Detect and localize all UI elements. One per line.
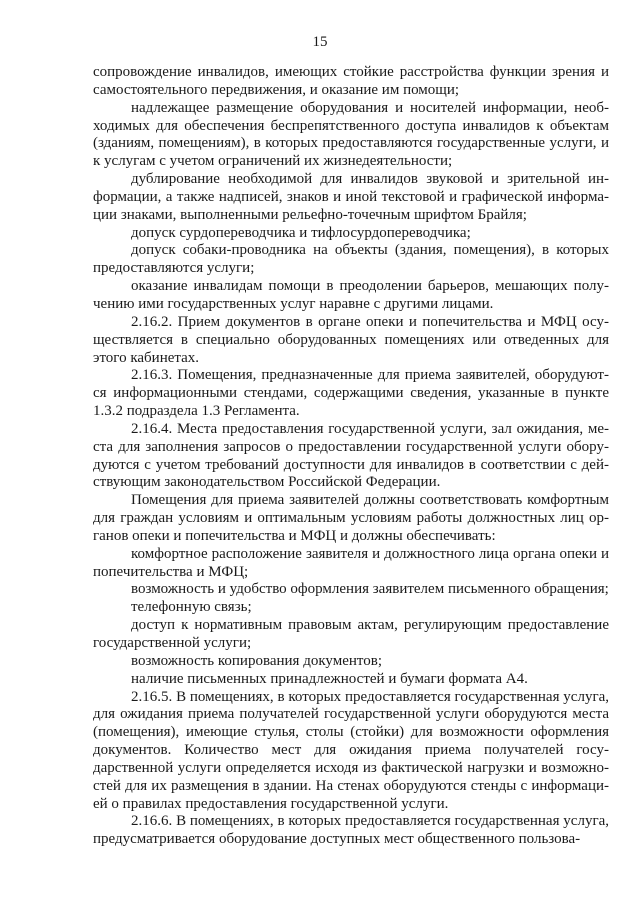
paragraph-12: возможность и удобство оформления заявителем письменного обращения; [131, 581, 609, 598]
page-number: 15 [312, 34, 328, 50]
paragraph-16: наличие письменных принадлежностей и бумаги формата А4. [131, 670, 528, 687]
paragraph-9: 2.16.4. Места предоставления государственной услуги, зал ожидания, места для заполнения запросов о предоставлении государственной услуги оборудуются с учетом требований доступности для инвалидов в соответствии с действующим законодательством Российской Федерации. [93, 420, 609, 491]
paragraph-8: 2.16.3. Помещения, предназначенные для приема заявителей, оборудуются информационными стендами, содержащими сведения, указанные в пункте 1.3.2 подраздела 1.3 Регламента. [93, 367, 609, 420]
paragraph-4: допуск сурдопереводчика и тифлосурдопереводчика; [131, 224, 471, 241]
paragraph-5: допуск собаки-проводника на объекты (здания, помещения), в которых предоставляются услуги; [93, 242, 609, 277]
document-body [93, 64, 609, 849]
paragraph-10: Помещения для приема заявителей должны соответствовать комфортным для граждан условиям и оптимальным условиям работы должностных лиц органов опеки и попечительства и МФЦ и должны обеспечивать: [93, 492, 609, 544]
paragraph-6: оказание инвалидам помощи в преодолении барьеров, мешающих получению ими государственных услуг наравне с другими лицами. [93, 278, 609, 312]
paragraph-2: надлежащее размещение оборудования и носителей информации, необходимых для обеспечения беспрепятственного доступа инвалидов к объектам (зданиям, помещениям), в которых предоставляются государственные услуги, и к услугам с учетом ограничений их жизнедеятельности; [93, 99, 609, 170]
paragraph-14: доступ к нормативным правовым актам, регулирующим предоставление государственной услуги; [93, 617, 609, 651]
paragraph-1: сопровождение инвалидов, имеющих стойкие расстройства функции зрения и самостоятельного передвижения, и оказание им помощи; [93, 64, 609, 98]
paragraph-18: 2.16.6. В помещениях, в которых предоставляется государственная услуга, предусматривается оборудование доступных мест общественного пользова- [93, 813, 609, 848]
paragraph-3: дублирование необходимой для инвалидов звуковой и зрительной информации, а также надписей, знаков и иной текстовой и графической информации знаками, выполненными рельефно-точечным шрифтом Брайля; [93, 171, 609, 223]
paragraph-17: 2.16.5. В помещениях, в которых предоставляется государственная услуга, для ожидания приема получателей государственной услуги оборудуются места (помещения), имеющие стулья, столы (стойки) для возможности оформления документов. Количество мест для ожидания приема получателей государственной услуги определяется исходя из фактической нагрузки и возможностей для их размещения в здании. На стенах оборудуются стенды с информацией о правилах предоставления государственной услуги. [93, 688, 609, 812]
paragraph-7: 2.16.2. Прием документов в органе опеки и попечительства и МФЦ осуществляется в специально оборудованных помещениях или отведенных для этого кабинетах. [93, 313, 609, 366]
paragraph-11: комфортное расположение заявителя и должностного лица органа опеки и попечительства и МФЦ; [93, 545, 609, 580]
paragraph-15: возможность копирования документов; [131, 652, 383, 669]
paragraph-13: телефонную связь; [131, 599, 252, 616]
